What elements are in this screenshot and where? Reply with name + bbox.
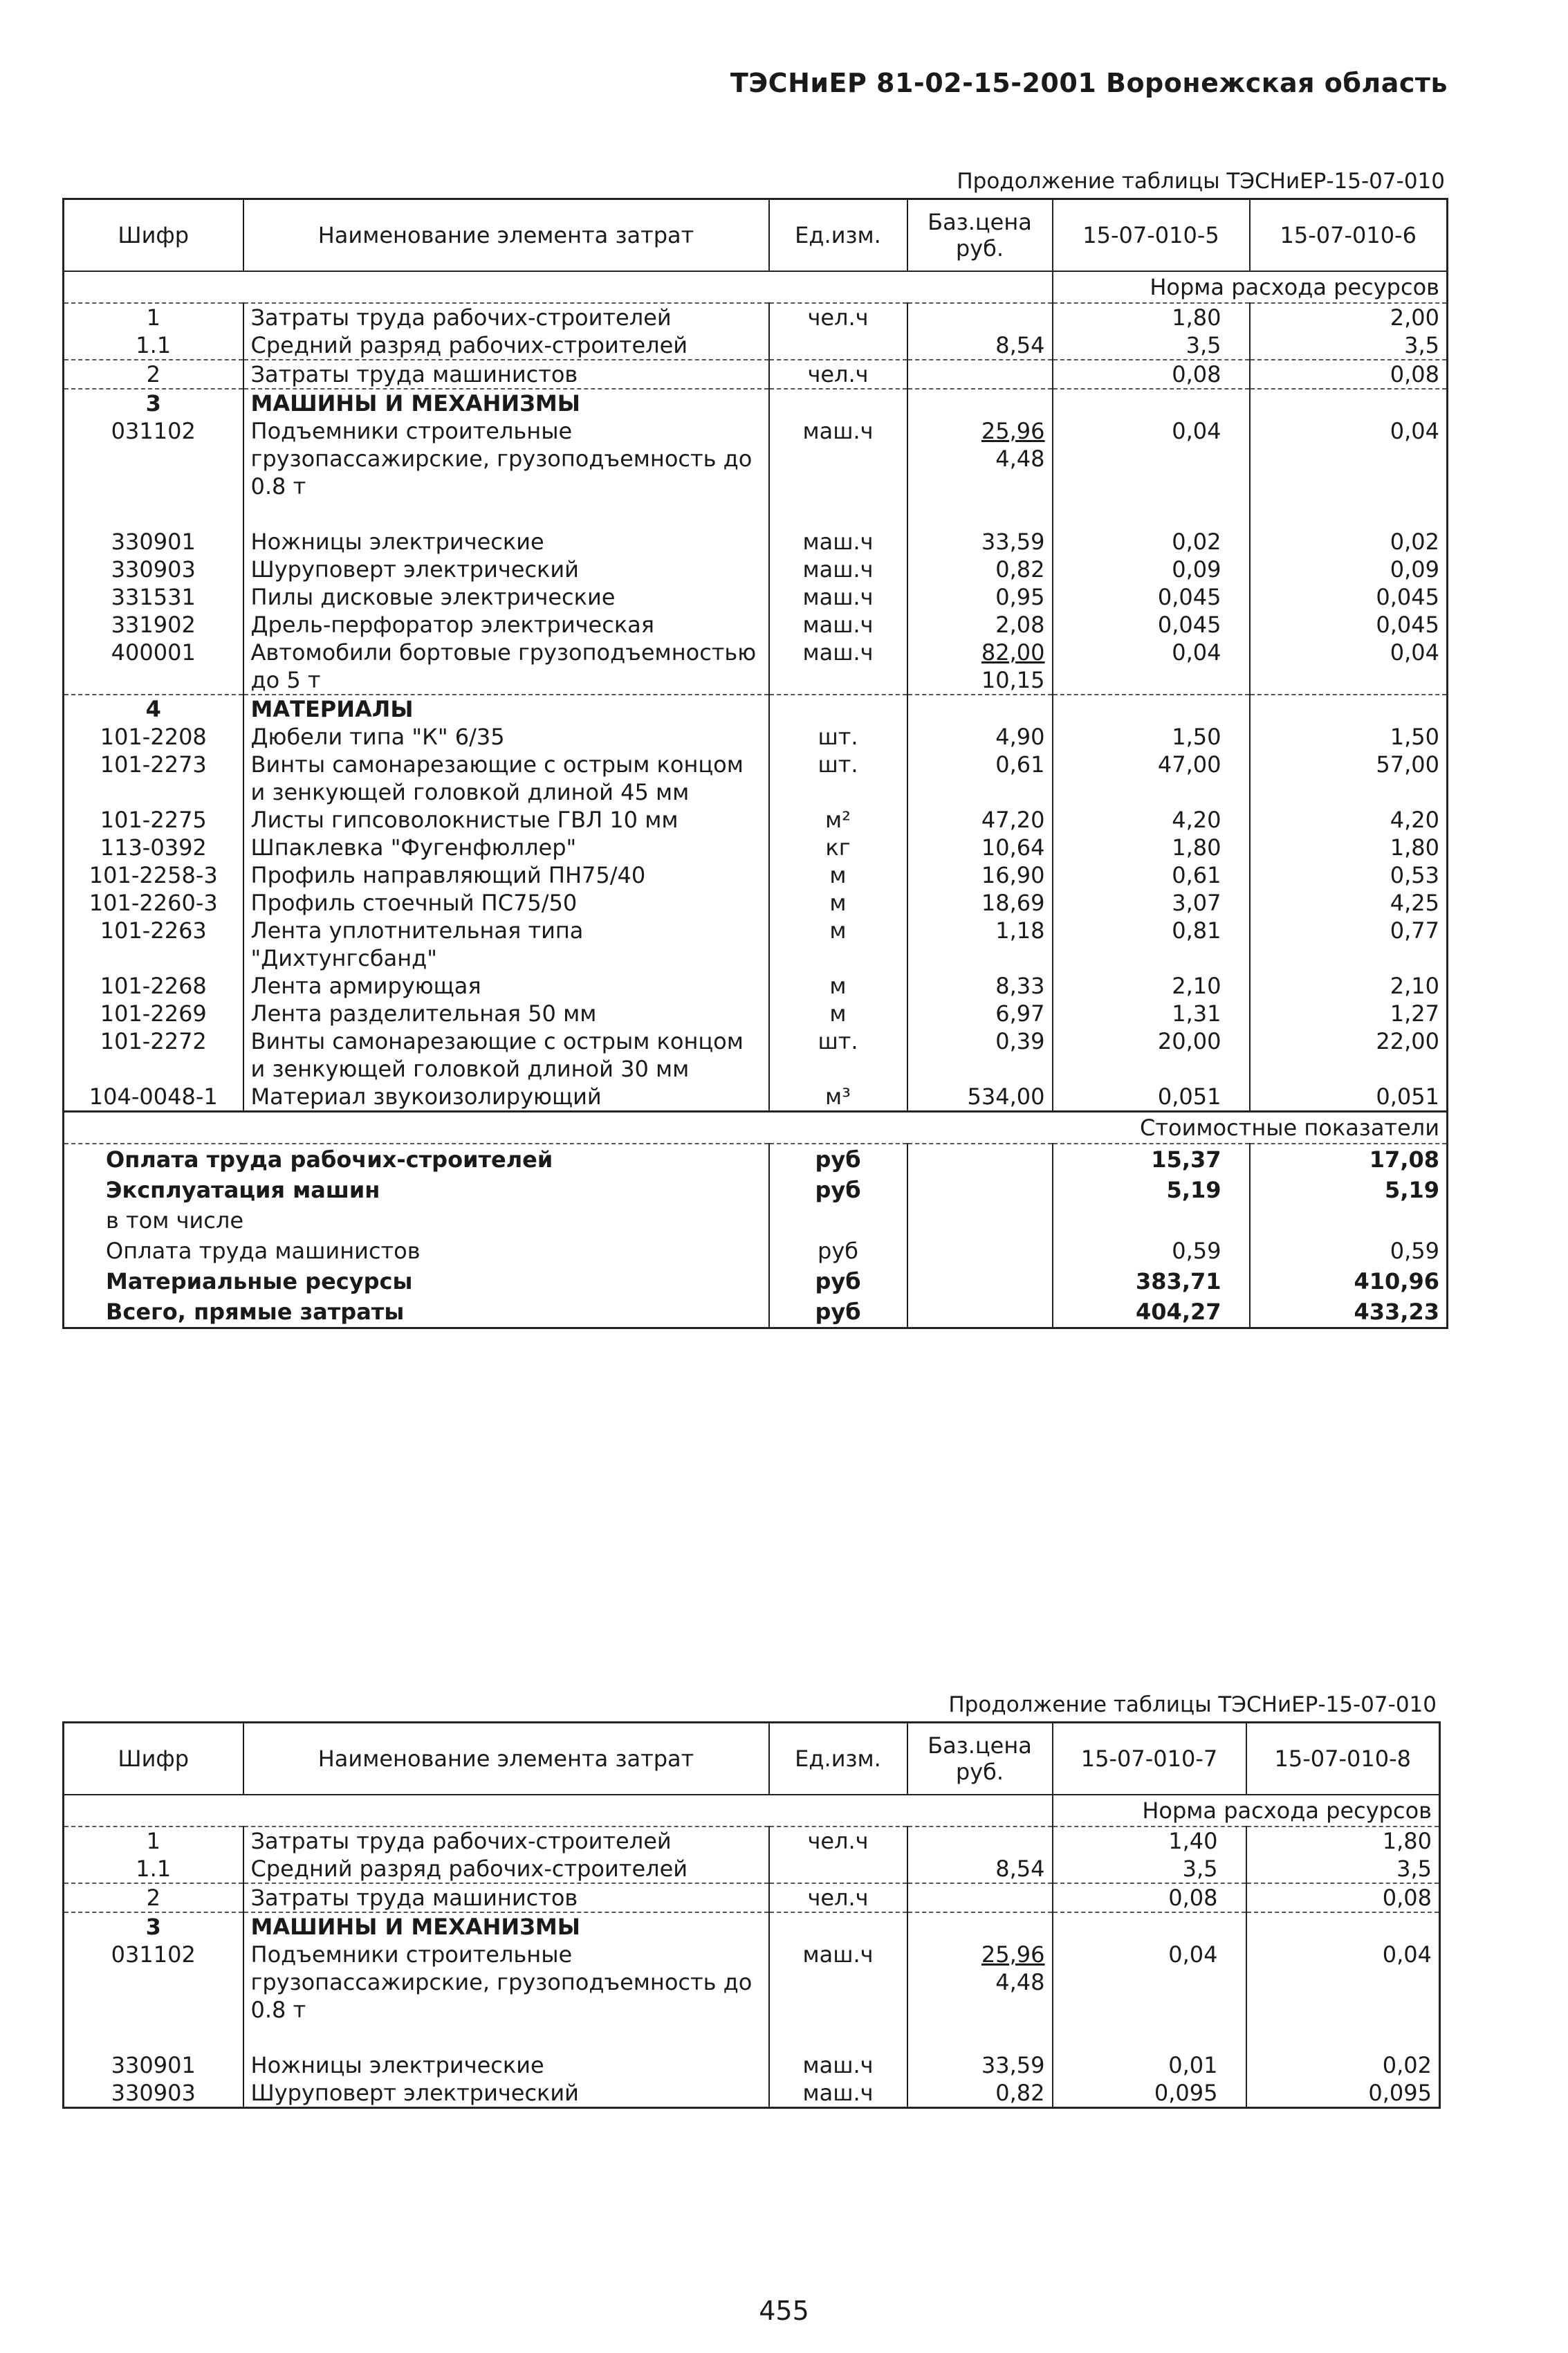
cell-name: Шуруповерт электрический bbox=[243, 556, 769, 583]
row-spacer bbox=[64, 500, 1448, 528]
cell-name: Материал звукоизолирующий bbox=[243, 1083, 769, 1112]
cell-code: 330901 bbox=[111, 2051, 196, 2078]
cell-variant-2: 0,04 bbox=[1250, 639, 1448, 695]
table-row bbox=[64, 1941, 1440, 2024]
column-header-variant-1: 15-07-010-5 bbox=[1053, 199, 1250, 271]
cell-name: Винты самонарезающие с острым концом и зенкующей головкой длиной 45 мм bbox=[243, 751, 769, 806]
cell-name: Затраты труда машинистов bbox=[243, 360, 769, 389]
cell-price: 2,08 bbox=[907, 611, 1053, 639]
table-row bbox=[64, 389, 1448, 417]
cell-variant-2: 1,80 bbox=[1246, 1826, 1440, 1855]
table-row bbox=[64, 1855, 1440, 1883]
cell-variant-2: 3,5 bbox=[1250, 331, 1448, 360]
cell-price: 8,54 bbox=[907, 331, 1053, 360]
cell-variant-1: 47,00 bbox=[1053, 751, 1250, 806]
cell-unit bbox=[769, 695, 907, 723]
cost-label: Стоимостные показатели bbox=[1053, 1111, 1448, 1144]
cell-variant-1: 0,04 bbox=[1053, 417, 1250, 500]
column-header-unit: Ед.изм. bbox=[769, 199, 907, 271]
cell-unit: чел.ч bbox=[769, 1826, 907, 1855]
cell-code: 1 bbox=[146, 1827, 160, 1854]
cell-unit: маш.ч bbox=[769, 528, 907, 556]
cell-name: Средний разряд рабочих-строителей bbox=[243, 331, 769, 360]
cost-row bbox=[64, 1144, 1448, 1175]
cell-unit: маш.ч bbox=[769, 1941, 907, 2024]
cell-name: Лента уплотнительная типа "Дихтунгсбанд" bbox=[243, 917, 769, 972]
cell-price bbox=[907, 1883, 1053, 1912]
spacer-cell bbox=[1250, 500, 1448, 528]
cost-name: Оплата труда машинистов bbox=[106, 1237, 421, 1264]
cell-name: Ножницы электрические bbox=[243, 2051, 769, 2079]
cost-label-row bbox=[64, 1111, 1448, 1144]
cell-price bbox=[907, 1941, 1053, 2024]
cell-unit: чел.ч bbox=[769, 303, 907, 331]
cell-price bbox=[907, 389, 1053, 417]
column-header-code: Шифр bbox=[64, 199, 243, 271]
cell-price: 0,95 bbox=[907, 583, 1053, 611]
spacer-cell bbox=[1246, 2024, 1440, 2051]
cell-unit: чел.ч bbox=[769, 360, 907, 389]
cost-empty bbox=[907, 1144, 1053, 1175]
cell-unit: шт. bbox=[769, 751, 907, 806]
cell-variant-1: 1,31 bbox=[1053, 1000, 1250, 1027]
page-header: ТЭСНиЕР 81-02-15-2001 Воронежская область bbox=[730, 68, 1448, 98]
table-row bbox=[64, 695, 1448, 723]
cost-variant-2: 433,23 bbox=[1250, 1297, 1448, 1328]
cell-price: 1,18 bbox=[907, 917, 1053, 972]
cell-name: Шуруповерт электрический bbox=[243, 2079, 769, 2108]
cost-name: Материальные ресурсы bbox=[106, 1267, 413, 1294]
spacer-cell bbox=[64, 2024, 243, 2051]
cell-name: МАТЕРИАЛЫ bbox=[243, 695, 769, 723]
cell-code: 1 bbox=[146, 304, 160, 331]
cell-code: 1.1 bbox=[136, 1855, 172, 1882]
spacer-cell bbox=[1053, 500, 1250, 528]
cell-name: Средний разряд рабочих-строителей bbox=[243, 1855, 769, 1883]
cell-price bbox=[907, 1912, 1053, 1941]
table-row bbox=[64, 723, 1448, 751]
cell-variant-2 bbox=[1250, 389, 1448, 417]
cell-code: 104-0048-1 bbox=[89, 1083, 218, 1110]
cell-unit: м bbox=[769, 889, 907, 917]
cell-variant-2: 1,27 bbox=[1250, 1000, 1448, 1027]
cell-variant-1: 0,08 bbox=[1053, 1883, 1246, 1912]
cell-code: 330903 bbox=[111, 556, 196, 583]
cell-unit: м bbox=[769, 972, 907, 1000]
cost-variant-2: 410,96 bbox=[1250, 1266, 1448, 1297]
cell-variant-1: 0,09 bbox=[1053, 556, 1250, 583]
price-base: 25,96 bbox=[981, 1941, 1045, 1968]
cell-unit bbox=[769, 331, 907, 360]
cell-code: 400001 bbox=[111, 639, 196, 666]
cell-code: 101-2260-3 bbox=[89, 889, 218, 916]
table-row bbox=[64, 2051, 1440, 2079]
cost-row bbox=[64, 1205, 1448, 1236]
cost-name: Эксплуатация машин bbox=[106, 1176, 380, 1203]
cell-variant-1: 0,02 bbox=[1053, 528, 1250, 556]
cost-variant-2: 17,08 bbox=[1250, 1144, 1448, 1175]
cell-code: 101-2273 bbox=[100, 751, 207, 778]
cell-price bbox=[907, 695, 1053, 723]
cell-code: 031102 bbox=[111, 417, 196, 444]
cell-code: 3 bbox=[64, 1912, 243, 1941]
cell-variant-2: 4,25 bbox=[1250, 889, 1448, 917]
cell-name: Пилы дисковые электрические bbox=[243, 583, 769, 611]
cell-variant-2 bbox=[1246, 1912, 1440, 1941]
cell-code: 1.1 bbox=[136, 331, 172, 358]
cell-name: Ножницы электрические bbox=[243, 528, 769, 556]
cell-unit: м bbox=[769, 917, 907, 972]
spacer-cell bbox=[243, 500, 769, 528]
cell-variant-1: 0,095 bbox=[1053, 2079, 1246, 2108]
table-row bbox=[64, 972, 1448, 1000]
cell-name: Затраты труда рабочих-строителей bbox=[243, 1826, 769, 1855]
cell-name: Затраты труда машинистов bbox=[243, 1883, 769, 1912]
cost-variant-1: 0,59 bbox=[1053, 1236, 1250, 1266]
table-row bbox=[64, 583, 1448, 611]
cost-unit: руб bbox=[769, 1236, 907, 1266]
cost-name: Всего, прямые затраты bbox=[106, 1298, 405, 1325]
column-header-price: Баз.цена руб. bbox=[907, 1723, 1053, 1795]
table-row bbox=[64, 889, 1448, 917]
cell-variant-1 bbox=[1053, 1912, 1246, 1941]
norm-label: Норма расхода ресурсов bbox=[1053, 1795, 1440, 1826]
table-row bbox=[64, 2079, 1440, 2108]
cell-name: Затраты труда рабочих-строителей bbox=[243, 303, 769, 331]
spacer-cell bbox=[243, 2024, 769, 2051]
column-header-code: Шифр bbox=[64, 1723, 243, 1795]
cell-name: Профиль направляющий ПН75/40 bbox=[243, 861, 769, 889]
cell-variant-2: 1,80 bbox=[1250, 834, 1448, 861]
cell-code: 031102 bbox=[111, 1941, 196, 1968]
cell-variant-1 bbox=[1053, 695, 1250, 723]
resource-norms-table-2 bbox=[62, 1721, 1441, 2109]
cell-variant-2: 0,04 bbox=[1246, 1941, 1440, 2024]
cost-variant-1: 383,71 bbox=[1053, 1266, 1250, 1297]
price-base: 25,96 bbox=[981, 417, 1045, 444]
cell-price bbox=[907, 417, 1053, 500]
cost-unit: руб bbox=[769, 1175, 907, 1205]
cost-row bbox=[64, 1266, 1448, 1297]
cell-variant-2: 1,50 bbox=[1250, 723, 1448, 751]
cell-price: 8,33 bbox=[907, 972, 1053, 1000]
cell-name: Подъемники строительные грузопассажирские, грузоподъемность до 0.8 т bbox=[243, 417, 769, 500]
cell-variant-2: 0,08 bbox=[1250, 360, 1448, 389]
cell-variant-2: 3,5 bbox=[1246, 1855, 1440, 1883]
cell-variant-1: 0,04 bbox=[1053, 1941, 1246, 2024]
table-row bbox=[64, 331, 1448, 360]
page-number: 455 bbox=[759, 2296, 809, 2326]
cell-unit: м bbox=[769, 861, 907, 889]
cell-variant-2: 0,02 bbox=[1250, 528, 1448, 556]
cell-unit: маш.ч bbox=[769, 556, 907, 583]
cell-unit: маш.ч bbox=[769, 2079, 907, 2108]
cell-variant-1: 1,50 bbox=[1053, 723, 1250, 751]
cell-unit: маш.ч bbox=[769, 417, 907, 500]
cell-code: 101-2275 bbox=[100, 806, 207, 833]
cell-code: 2 bbox=[64, 360, 243, 389]
cost-name: Оплата труда рабочих-строителей bbox=[106, 1146, 553, 1173]
cell-variant-2: 0,095 bbox=[1246, 2079, 1440, 2108]
table-continuation-caption: Продолжение таблицы ТЭСНиЕР-15-07-010 bbox=[957, 169, 1445, 194]
cell-unit: маш.ч bbox=[769, 611, 907, 639]
cell-variant-2: 2,10 bbox=[1250, 972, 1448, 1000]
cell-price: 6,97 bbox=[907, 1000, 1053, 1027]
cell-unit: шт. bbox=[769, 723, 907, 751]
column-header-price: Баз.цена руб. bbox=[907, 199, 1053, 271]
cell-price: 33,59 bbox=[907, 2051, 1053, 2079]
cell-variant-1: 0,08 bbox=[1053, 360, 1250, 389]
cell-price: 18,69 bbox=[907, 889, 1053, 917]
cell-unit: кг bbox=[769, 834, 907, 861]
cost-name: в том числе bbox=[106, 1207, 243, 1234]
cell-unit: чел.ч bbox=[769, 1883, 907, 1912]
spacer-cell bbox=[1053, 2024, 1246, 2051]
price-wages: 10,15 bbox=[981, 666, 1045, 693]
cell-variant-1: 1,40 bbox=[1053, 1826, 1246, 1855]
cell-code: 101-2272 bbox=[100, 1027, 207, 1054]
cell-variant-1: 3,07 bbox=[1053, 889, 1250, 917]
cell-code: 101-2269 bbox=[100, 1000, 207, 1027]
cell-variant-2: 2,00 bbox=[1250, 303, 1448, 331]
table-row bbox=[64, 303, 1448, 331]
cost-variant-2: 0,59 bbox=[1250, 1236, 1448, 1266]
resource-norms-table bbox=[62, 198, 1448, 1329]
cell-code: 331531 bbox=[111, 583, 196, 610]
cell-name: Винты самонарезающие с острым концом и зенкующей головкой длиной 30 мм bbox=[243, 1027, 769, 1083]
cost-empty bbox=[907, 1175, 1053, 1205]
table-row bbox=[64, 528, 1448, 556]
cost-unit: руб bbox=[769, 1144, 907, 1175]
cell-name: Лента армирующая bbox=[243, 972, 769, 1000]
cell-variant-2: 0,02 bbox=[1246, 2051, 1440, 2079]
cell-variant-2: 22,00 bbox=[1250, 1027, 1448, 1083]
price-wages: 4,48 bbox=[995, 1968, 1045, 1995]
cost-label-spacer bbox=[64, 1111, 1053, 1144]
price-wages: 4,48 bbox=[995, 445, 1045, 472]
cell-name: Профиль стоечный ПС75/50 bbox=[243, 889, 769, 917]
cell-variant-2: 0,09 bbox=[1250, 556, 1448, 583]
cell-variant-2: 0,53 bbox=[1250, 861, 1448, 889]
cell-variant-1: 0,051 bbox=[1053, 1083, 1250, 1112]
cell-code: 101-2208 bbox=[100, 723, 207, 750]
cost-empty bbox=[907, 1205, 1053, 1236]
cell-code: 101-2263 bbox=[100, 917, 207, 944]
table-row bbox=[64, 751, 1448, 806]
cell-variant-2: 57,00 bbox=[1250, 751, 1448, 806]
column-header-name: Наименование элемента затрат bbox=[243, 1723, 769, 1795]
cell-variant-1: 0,045 bbox=[1053, 611, 1250, 639]
row-spacer bbox=[64, 2024, 1440, 2051]
table-row bbox=[64, 1883, 1440, 1912]
cell-price bbox=[907, 639, 1053, 695]
table-continuation-caption-2: Продолжение таблицы ТЭСНиЕР-15-07-010 bbox=[948, 1692, 1437, 1717]
cell-unit: м² bbox=[769, 806, 907, 834]
cell-price: 534,00 bbox=[907, 1083, 1053, 1112]
norm-label-spacer bbox=[64, 1795, 1053, 1826]
cell-variant-2 bbox=[1250, 695, 1448, 723]
table-row bbox=[64, 1027, 1448, 1083]
cell-variant-2: 0,77 bbox=[1250, 917, 1448, 972]
spacer-cell bbox=[907, 500, 1053, 528]
norm-label-spacer bbox=[64, 271, 1053, 303]
cell-variant-1: 0,04 bbox=[1053, 639, 1250, 695]
cost-empty bbox=[907, 1266, 1053, 1297]
cell-code: 331902 bbox=[111, 611, 196, 638]
spacer-cell bbox=[769, 500, 907, 528]
norm-label-row bbox=[64, 271, 1448, 303]
cell-unit: шт. bbox=[769, 1027, 907, 1083]
column-header-variant-2: 15-07-010-8 bbox=[1246, 1723, 1440, 1795]
table-row bbox=[64, 917, 1448, 972]
column-header-variant-1: 15-07-010-7 bbox=[1053, 1723, 1246, 1795]
cell-unit: м bbox=[769, 1000, 907, 1027]
cost-empty bbox=[907, 1236, 1053, 1266]
cost-unit: руб bbox=[769, 1297, 907, 1328]
spacer-cell bbox=[769, 2024, 907, 2051]
cell-price: 47,20 bbox=[907, 806, 1053, 834]
table-row bbox=[64, 861, 1448, 889]
cell-unit bbox=[769, 389, 907, 417]
table-row bbox=[64, 360, 1448, 389]
cell-code: 2 bbox=[64, 1883, 243, 1912]
cell-variant-1: 2,10 bbox=[1053, 972, 1250, 1000]
cell-unit bbox=[769, 1855, 907, 1883]
cost-variant-1: 15,37 bbox=[1053, 1144, 1250, 1175]
cell-price: 0,82 bbox=[907, 556, 1053, 583]
cost-variant-2: 5,19 bbox=[1250, 1175, 1448, 1205]
cell-name: Дрель-перфоратор электрическая bbox=[243, 611, 769, 639]
norm-label: Норма расхода ресурсов bbox=[1053, 271, 1448, 303]
cost-variant-1: 404,27 bbox=[1053, 1297, 1250, 1328]
cell-price bbox=[907, 303, 1053, 331]
table-row bbox=[64, 1826, 1440, 1855]
table-row bbox=[64, 1000, 1448, 1027]
cell-price bbox=[907, 360, 1053, 389]
cell-variant-1: 3,5 bbox=[1053, 1855, 1246, 1883]
cost-unit: руб bbox=[769, 1266, 907, 1297]
cell-variant-1: 3,5 bbox=[1053, 331, 1250, 360]
cell-price: 33,59 bbox=[907, 528, 1053, 556]
cell-name: Подъемники строительные грузопассажирские, грузоподъемность до 0.8 т bbox=[243, 1941, 769, 2024]
cell-price bbox=[907, 1826, 1053, 1855]
cell-name: МАШИНЫ И МЕХАНИЗМЫ bbox=[243, 1912, 769, 1941]
table-row bbox=[64, 639, 1448, 695]
cell-price: 10,64 bbox=[907, 834, 1053, 861]
cell-unit: маш.ч bbox=[769, 583, 907, 611]
table-row bbox=[64, 556, 1448, 583]
cell-name: Лента разделительная 50 мм bbox=[243, 1000, 769, 1027]
cell-variant-2: 0,051 bbox=[1250, 1083, 1448, 1112]
cell-price: 8,54 bbox=[907, 1855, 1053, 1883]
spacer-cell bbox=[64, 500, 243, 528]
cell-variant-1: 20,00 bbox=[1053, 1027, 1250, 1083]
cell-variant-2: 0,045 bbox=[1250, 583, 1448, 611]
cell-code: 330901 bbox=[111, 528, 196, 555]
cell-price: 16,90 bbox=[907, 861, 1053, 889]
cell-price: 0,39 bbox=[907, 1027, 1053, 1083]
cell-variant-1: 1,80 bbox=[1053, 303, 1250, 331]
cell-name: Листы гипсоволокнистые ГВЛ 10 мм bbox=[243, 806, 769, 834]
cell-code: 101-2258-3 bbox=[89, 861, 218, 888]
cost-variant-2 bbox=[1250, 1205, 1448, 1236]
cell-name: МАШИНЫ И МЕХАНИЗМЫ bbox=[243, 389, 769, 417]
cell-variant-1: 4,20 bbox=[1053, 806, 1250, 834]
table-row bbox=[64, 611, 1448, 639]
cost-variant-1: 5,19 bbox=[1053, 1175, 1250, 1205]
cell-name: Автомобили бортовые грузоподъемностью до 5 т bbox=[243, 639, 769, 695]
table-row bbox=[64, 806, 1448, 834]
cell-variant-2: 0,04 bbox=[1250, 417, 1448, 500]
cell-variant-1: 0,01 bbox=[1053, 2051, 1246, 2079]
cell-name: Дюбели типа "К" 6/35 bbox=[243, 723, 769, 751]
cell-price: 0,61 bbox=[907, 751, 1053, 806]
cell-code: 113-0392 bbox=[100, 834, 207, 861]
cell-code: 330903 bbox=[111, 2079, 196, 2106]
price-base: 82,00 bbox=[981, 639, 1045, 666]
column-header-unit: Ед.изм. bbox=[769, 1723, 907, 1795]
norm-label-row bbox=[64, 1795, 1440, 1826]
column-header-name: Наименование элемента затрат bbox=[243, 199, 769, 271]
table-row bbox=[64, 1912, 1440, 1941]
cost-row bbox=[64, 1175, 1448, 1205]
cell-unit: м³ bbox=[769, 1083, 907, 1112]
cell-unit bbox=[769, 1912, 907, 1941]
cost-row bbox=[64, 1297, 1448, 1328]
spacer-cell bbox=[907, 2024, 1053, 2051]
cell-variant-2: 0,08 bbox=[1246, 1883, 1440, 1912]
cell-variant-1: 0,045 bbox=[1053, 583, 1250, 611]
cell-price: 0,82 bbox=[907, 2079, 1053, 2108]
cell-name: Шпаклевка "Фугенфюллер" bbox=[243, 834, 769, 861]
table-row bbox=[64, 1083, 1448, 1112]
cell-variant-2: 4,20 bbox=[1250, 806, 1448, 834]
cell-variant-1: 1,80 bbox=[1053, 834, 1250, 861]
cell-variant-2: 0,045 bbox=[1250, 611, 1448, 639]
table-row bbox=[64, 834, 1448, 861]
cell-code: 4 bbox=[64, 695, 243, 723]
column-header-variant-2: 15-07-010-6 bbox=[1250, 199, 1448, 271]
cell-variant-1: 0,81 bbox=[1053, 917, 1250, 972]
cell-price: 4,90 bbox=[907, 723, 1053, 751]
cost-row bbox=[64, 1236, 1448, 1266]
cell-code: 3 bbox=[64, 389, 243, 417]
cell-unit: маш.ч bbox=[769, 639, 907, 695]
cost-empty bbox=[907, 1297, 1053, 1328]
cost-unit bbox=[769, 1205, 907, 1236]
cell-unit: маш.ч bbox=[769, 2051, 907, 2079]
cell-code: 101-2268 bbox=[100, 972, 207, 999]
cost-variant-1 bbox=[1053, 1205, 1250, 1236]
table-row bbox=[64, 417, 1448, 500]
cell-variant-1 bbox=[1053, 389, 1250, 417]
cell-variant-1: 0,61 bbox=[1053, 861, 1250, 889]
